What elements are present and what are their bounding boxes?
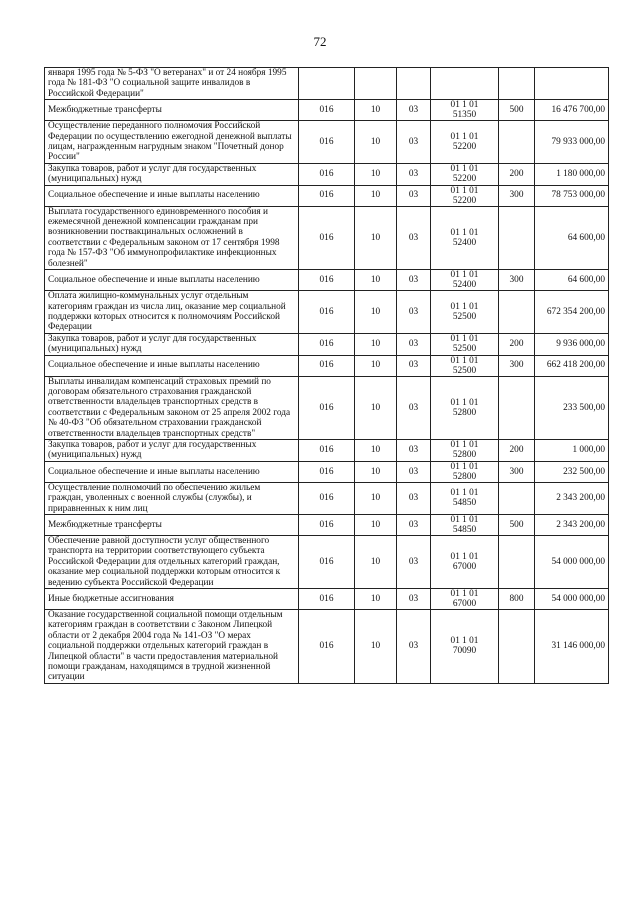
row-subsection-cell: 03: [397, 376, 431, 439]
row-expense-type-cell: [499, 610, 535, 684]
row-subsection-cell: 03: [397, 163, 431, 185]
target-article-direction-code: 67000: [452, 562, 477, 573]
row-target-article-cell: [431, 589, 499, 610]
table-row: [45, 100, 609, 121]
target-article-program-code: 01 1 01: [450, 589, 479, 600]
row-subsection-cell: 03: [397, 482, 431, 514]
row-amount-cell: 2 343 200,00: [535, 515, 609, 536]
target-article-direction-code: 54850: [452, 525, 477, 535]
row-name-cell: Межбюджетные трансферты: [45, 100, 299, 121]
table-row: [45, 439, 609, 461]
target-article-program-code: 01 1 01: [450, 488, 479, 499]
table-row: [45, 482, 609, 514]
row-section-cell: 10: [355, 333, 397, 355]
row-target-article-cell: [431, 185, 499, 206]
row-name-cell: Выплата государственного единовременного пособия и ежемесячной денежной компенсации гражданам при возникновении поствакцинальных осложнений в соответствии с Федеральным законом от 17 сентября 1998 года № 157-ФЗ "Об иммунопрофилактике инфекционных болезней": [45, 206, 299, 269]
row-expense-type-cell: 300: [499, 185, 535, 206]
row-name-cell: Выплаты инвалидам компенсаций страховых премий по договорам обязательного страхования гражданской ответственности владельцев транспортных средств в соответствии с Федеральным законом от 25 апреля 2002 года № 40-ФЗ "Об обязательном страховании гражданской ответственности владельцев транспортных средств": [45, 376, 299, 439]
row-grbs-cell: 016: [299, 482, 355, 514]
row-section-cell: 10: [355, 439, 397, 461]
row-subsection-cell: 03: [397, 461, 431, 482]
row-target-article-cell: [431, 461, 499, 482]
target-article-direction-code: 52400: [452, 280, 477, 291]
row-amount-cell: 233 500,00: [535, 376, 609, 439]
target-article-direction-code: 52200: [452, 174, 477, 185]
row-name-cell: Оказание государственной социальной помощи отдельным категориям граждан в соответствии с Законом Липецкой области от 2 декабря 2004 года № 141-ОЗ "О мерах социальной поддержки отдельных категорий граждан в Липецкой области" в части предоставления материальной помощи гражданам, находящимся в трудной жизненной ситуации: [45, 610, 299, 684]
target-article-direction-code: 52500: [452, 365, 477, 376]
row-grbs-cell: 016: [299, 536, 355, 589]
target-article-program-code: 01 1 01: [450, 132, 479, 143]
target-article-direction-code: 52800: [452, 407, 477, 418]
row-grbs-cell: 016: [299, 439, 355, 461]
row-subsection-cell: 03: [397, 185, 431, 206]
row-name-cell: Осуществление переданного полномочия Российской Федерации по осуществлению ежегодной денежной выплаты лицам, награжденным нагрудным знаком "Почетный донор России": [45, 121, 299, 164]
row-section-cell: 10: [355, 461, 397, 482]
row-section-cell: 10: [355, 355, 397, 376]
row-expense-type-cell: 300: [499, 270, 535, 291]
row-name-cell: января 1995 года № 5-ФЗ "О ветеранах" и от 24 ноября 1995 года № 181-ФЗ "О социальной защите инвалидов в Российской Федерации": [45, 68, 299, 100]
row-name-cell: Оплата жилищно-коммунальных услуг отдельным категориям граждан из числа лиц, оказание мер социальной поддержки которых относится к полномочиям Российской Федерации: [45, 291, 299, 334]
row-section-cell: 10: [355, 206, 397, 269]
row-expense-type-cell: 500: [499, 100, 535, 121]
row-section-cell: 10: [355, 291, 397, 334]
target-article-program-code: 01 1 01: [450, 164, 479, 175]
target-article-program-code: 01 1 01: [450, 440, 479, 451]
row-section-cell: [355, 68, 397, 100]
row-section-cell: 10: [355, 536, 397, 589]
row-subsection-cell: 03: [397, 291, 431, 334]
row-name-cell: Социальное обеспечение и иные выплаты населению: [45, 270, 299, 291]
row-amount-cell: 662 418 200,00: [535, 355, 609, 376]
row-subsection-cell: 03: [397, 121, 431, 164]
target-article-program-code: 01 1 01: [450, 355, 479, 366]
target-article-direction-code: 54850: [452, 498, 477, 509]
table-row: [45, 121, 609, 164]
row-amount-cell: 64 600,00: [535, 206, 609, 269]
row-grbs-cell: 016: [299, 355, 355, 376]
target-article-direction-code: 70090: [452, 646, 477, 657]
row-amount-cell: 78 753 000,00: [535, 185, 609, 206]
row-target-article-cell: [431, 291, 499, 334]
row-target-article-cell: [431, 355, 499, 376]
row-amount-cell: 232 500,00: [535, 461, 609, 482]
table-row: [45, 206, 609, 269]
row-expense-type-cell: [499, 376, 535, 439]
row-expense-type-cell: [499, 68, 535, 100]
row-grbs-cell: 016: [299, 121, 355, 164]
row-name-cell: Обеспечение равной доступности услуг общественного транспорта на территории соответствующего субъекта Российской Федерации для отдельных категорий граждан, оказание мер социальной поддержки которым относится к ведению субъекта Российской Федерации: [45, 536, 299, 589]
row-grbs-cell: 016: [299, 333, 355, 355]
row-section-cell: 10: [355, 163, 397, 185]
row-name-cell: Закупка товаров, работ и услуг для государственных (муниципальных) нужд: [45, 439, 299, 461]
row-expense-type-cell: 200: [499, 439, 535, 461]
row-name-cell: Закупка товаров, работ и услуг для государственных (муниципальных) нужд: [45, 333, 299, 355]
target-article-direction-code: 51350: [452, 110, 477, 121]
target-article-program-code: 01 1 01: [450, 397, 479, 408]
table-row: [45, 333, 609, 355]
row-section-cell: 10: [355, 121, 397, 164]
target-article-direction-code: 52200: [452, 142, 477, 153]
row-grbs-cell: 016: [299, 163, 355, 185]
row-section-cell: 10: [355, 589, 397, 610]
table-row: [45, 291, 609, 334]
row-target-article-cell: [431, 100, 499, 121]
row-subsection-cell: 03: [397, 589, 431, 610]
table-row: [45, 376, 609, 439]
page-number: 72: [313, 34, 327, 49]
row-expense-type-cell: 200: [499, 163, 535, 185]
row-name-cell: Иные бюджетные ассигнования: [45, 589, 299, 610]
table-row: [45, 163, 609, 185]
target-article-program-code: 01 1 01: [450, 301, 479, 312]
target-article-direction-code: 52200: [452, 195, 477, 206]
row-amount-cell: [535, 68, 609, 100]
row-target-article-cell: [431, 515, 499, 536]
row-grbs-cell: [299, 68, 355, 100]
table-row: [45, 610, 609, 684]
row-section-cell: 10: [355, 376, 397, 439]
table-row: [45, 589, 609, 610]
row-section-cell: 10: [355, 100, 397, 121]
table-row: [45, 515, 609, 536]
target-article-direction-code: 52800: [452, 450, 477, 461]
row-subsection-cell: 03: [397, 206, 431, 269]
row-amount-cell: 79 933 000,00: [535, 121, 609, 164]
target-article-program-code: 01 1 01: [450, 334, 479, 345]
row-expense-type-cell: [499, 206, 535, 269]
row-name-cell: Социальное обеспечение и иные выплаты населению: [45, 355, 299, 376]
row-amount-cell: 54 000 000,00: [535, 536, 609, 589]
row-expense-type-cell: 200: [499, 333, 535, 355]
table-row: [45, 355, 609, 376]
target-article-program-code: 01 1 01: [450, 461, 479, 472]
row-target-article-cell: [431, 206, 499, 269]
target-article-program-code: 01 1 01: [450, 636, 479, 647]
row-amount-cell: 31 146 000,00: [535, 610, 609, 684]
budget-table-body: [45, 68, 609, 684]
target-article-program-code: 01 1 01: [450, 270, 479, 281]
row-name-cell: Закупка товаров, работ и услуг для государственных (муниципальных) нужд: [45, 163, 299, 185]
row-amount-cell: 64 600,00: [535, 270, 609, 291]
row-target-article-cell: [431, 536, 499, 589]
row-amount-cell: 672 354 200,00: [535, 291, 609, 334]
row-expense-type-cell: [499, 291, 535, 334]
row-target-article-cell: [431, 270, 499, 291]
target-article-direction-code: 67000: [452, 599, 477, 610]
row-grbs-cell: 016: [299, 100, 355, 121]
row-target-article-cell: [431, 68, 499, 100]
target-article-program-code: 01 1 01: [450, 185, 479, 196]
row-section-cell: 10: [355, 482, 397, 514]
row-grbs-cell: 016: [299, 610, 355, 684]
table-row: [45, 68, 609, 100]
row-subsection-cell: 03: [397, 333, 431, 355]
target-article-direction-code: 52500: [452, 311, 477, 322]
row-target-article-cell: [431, 439, 499, 461]
target-article-direction-code: 52800: [452, 471, 477, 482]
row-expense-type-cell: [499, 536, 535, 589]
row-amount-cell: 16 476 700,00: [535, 100, 609, 121]
row-target-article-cell: [431, 482, 499, 514]
row-section-cell: 10: [355, 610, 397, 684]
row-subsection-cell: 03: [397, 536, 431, 589]
row-amount-cell: 1 000,00: [535, 439, 609, 461]
row-subsection-cell: 03: [397, 610, 431, 684]
row-grbs-cell: 016: [299, 461, 355, 482]
row-target-article-cell: [431, 333, 499, 355]
row-expense-type-cell: [499, 121, 535, 164]
row-grbs-cell: 016: [299, 206, 355, 269]
row-grbs-cell: 016: [299, 185, 355, 206]
target-article-direction-code: 52400: [452, 237, 477, 248]
row-subsection-cell: [397, 68, 431, 100]
row-amount-cell: 2 343 200,00: [535, 482, 609, 514]
row-name-cell: Социальное обеспечение и иные выплаты населению: [45, 185, 299, 206]
table-row: [45, 270, 609, 291]
row-target-article-cell: [431, 163, 499, 185]
row-target-article-cell: [431, 376, 499, 439]
row-subsection-cell: 03: [397, 270, 431, 291]
row-amount-cell: 1 180 000,00: [535, 163, 609, 185]
row-grbs-cell: 016: [299, 270, 355, 291]
target-article-program-code: 01 1 01: [450, 552, 479, 563]
row-name-cell: Межбюджетные трансферты: [45, 515, 299, 536]
row-subsection-cell: 03: [397, 439, 431, 461]
row-expense-type-cell: 800: [499, 589, 535, 610]
row-expense-type-cell: [499, 482, 535, 514]
row-name-cell: Социальное обеспечение и иные выплаты населению: [45, 461, 299, 482]
row-subsection-cell: 03: [397, 355, 431, 376]
row-grbs-cell: 016: [299, 515, 355, 536]
row-grbs-cell: 016: [299, 589, 355, 610]
row-amount-cell: 54 000 000,00: [535, 589, 609, 610]
row-subsection-cell: 03: [397, 100, 431, 121]
target-article-program-code: 01 1 01: [450, 227, 479, 238]
row-grbs-cell: 016: [299, 291, 355, 334]
table-row: [45, 536, 609, 589]
row-expense-type-cell: 300: [499, 461, 535, 482]
row-section-cell: 10: [355, 185, 397, 206]
row-grbs-cell: 016: [299, 376, 355, 439]
budget-table: [44, 67, 609, 684]
row-section-cell: 10: [355, 515, 397, 536]
row-amount-cell: 9 936 000,00: [535, 333, 609, 355]
target-article-program-code: 01 1 01: [450, 515, 479, 525]
target-article-direction-code: 52500: [452, 344, 477, 355]
row-target-article-cell: [431, 121, 499, 164]
row-expense-type-cell: 300: [499, 355, 535, 376]
row-subsection-cell: 03: [397, 515, 431, 536]
row-name-cell: Осуществление полномочий по обеспечению жильем граждан, уволенных с военной службы (службы), и приравненных к ним лиц: [45, 482, 299, 514]
table-row: [45, 185, 609, 206]
row-target-article-cell: [431, 610, 499, 684]
target-article-program-code: 01 1 01: [450, 100, 479, 111]
table-row: [45, 461, 609, 482]
row-expense-type-cell: 500: [499, 515, 535, 536]
row-section-cell: 10: [355, 270, 397, 291]
